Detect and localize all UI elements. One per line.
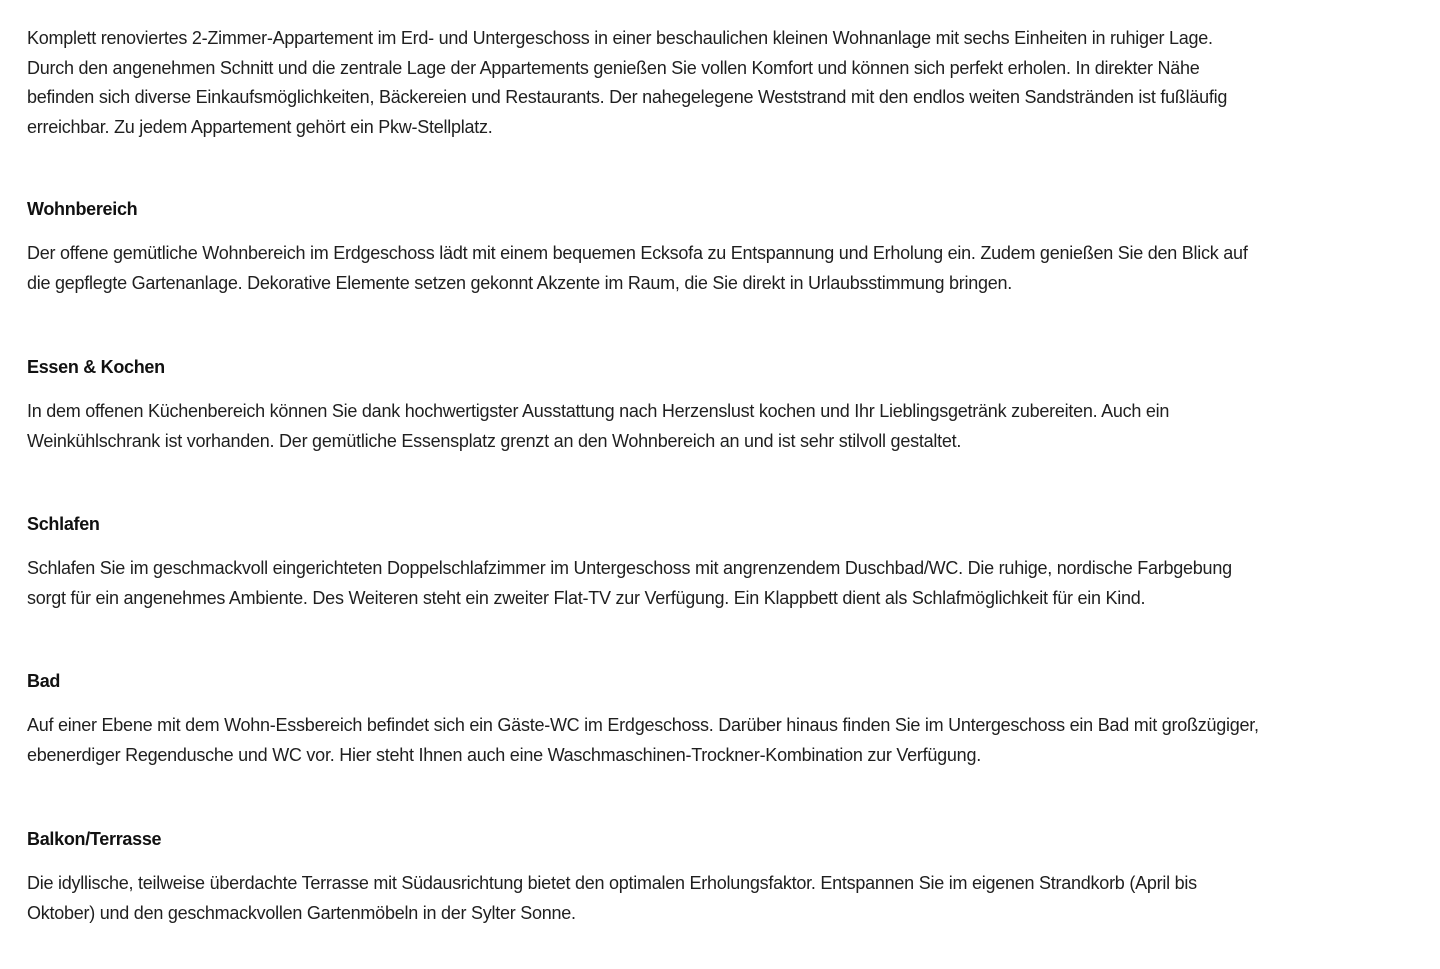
section-schlafen [27,512,1417,613]
section-essen-kochen [27,355,1417,456]
section-text [27,711,1417,770]
section-line: Weinkühlschrank ist vorhanden. Der gemütliche Essensplatz grenzt an den Wohnbereich an und ist sehr stilvoll gestaltet. [27,430,962,451]
section-line: Oktober) und den geschmackvollen Gartenmöbeln in der Sylter Sonne. [27,902,576,923]
section-line: ebenerdiger Regendusche und WC vor. Hier steht Ihnen auch eine Waschmaschinen-Trockner-Kombination zur Verfügung. [27,744,981,765]
section-bad [27,669,1417,770]
section-line: Die idyllische, teilweise überdachte Terrasse mit Südausrichtung bietet den optimalen Erholungsfaktor. Entspannen Sie im eigenen Strandkorb (April bis [27,873,1197,893]
section-text [27,554,1417,613]
intro-paragraph [27,24,1417,142]
section-text [27,397,1417,456]
intro-text [27,24,1417,142]
section-heading: Schlafen [27,514,100,534]
section-heading: Balkon/Terrasse [27,829,162,849]
section-heading: Wohnbereich [27,199,138,219]
section-heading: Essen & Kochen [27,357,165,377]
section-line: Der offene gemütliche Wohnbereich im Erdgeschoss lädt mit einem bequemen Ecksofa zu Entspannung und Erholung ein. Zudem genießen Sie den Blick auf [27,243,1248,263]
section-wohnbereich [27,197,1417,298]
section-line: sorgt für ein angenehmes Ambiente. Des Weiteren steht ein zweiter Flat-TV zur Verfügung. Ein Klappbett dient als Schlafmöglichkeit für ein Kind. [27,587,1146,608]
section-line: die gepflegte Gartenanlage. Dekorative Elemente setzen gekonnt Akzente im Raum, die Sie direkt in Urlaubsstimmung bringen. [27,272,1013,293]
section-balkon-terrasse [27,827,1417,928]
section-heading: Bad [27,671,61,691]
section-line: Auf einer Ebene mit dem Wohn-Essbereich befindet sich ein Gäste-WC im Erdgeschoss. Darüber hinaus finden Sie im Untergeschoss ein Bad mit großzügiger, [27,715,1259,735]
section-line: Schlafen Sie im geschmackvoll eingerichteten Doppelschlafzimmer im Untergeschoss mit angrenzendem Duschbad/WC. Die ruhige, nordische Farbgebung [27,558,1232,578]
intro-line: Komplett renoviertes 2-Zimmer-Appartement im Erd- und Untergeschoss in einer beschaulichen kleinen Wohnanlage mit sechs Einheiten in ruhiger Lage. [27,28,1213,48]
section-text [27,239,1417,298]
intro-line: befinden sich diverse Einkaufsmöglichkeiten, Bäckereien und Restaurants. Der nahegelegene Weststrand mit den endlos weiten Sandstränden ist fußläufig [27,87,1228,107]
section-line: In dem offenen Küchenbereich können Sie dank hochwertigster Ausstattung nach Herzenslust kochen und Ihr Lieblingsgetränk zubereiten. Auch ein [27,401,1170,421]
intro-line: Durch den angenehmen Schnitt und die zentrale Lage der Appartements genießen Sie vollen Komfort und können sich perfekt erholen. In direkter Nähe [27,57,1200,78]
section-text [27,869,1417,928]
intro-line: erreichbar. Zu jedem Appartement gehört ein Pkw-Stellplatz. [27,116,493,137]
